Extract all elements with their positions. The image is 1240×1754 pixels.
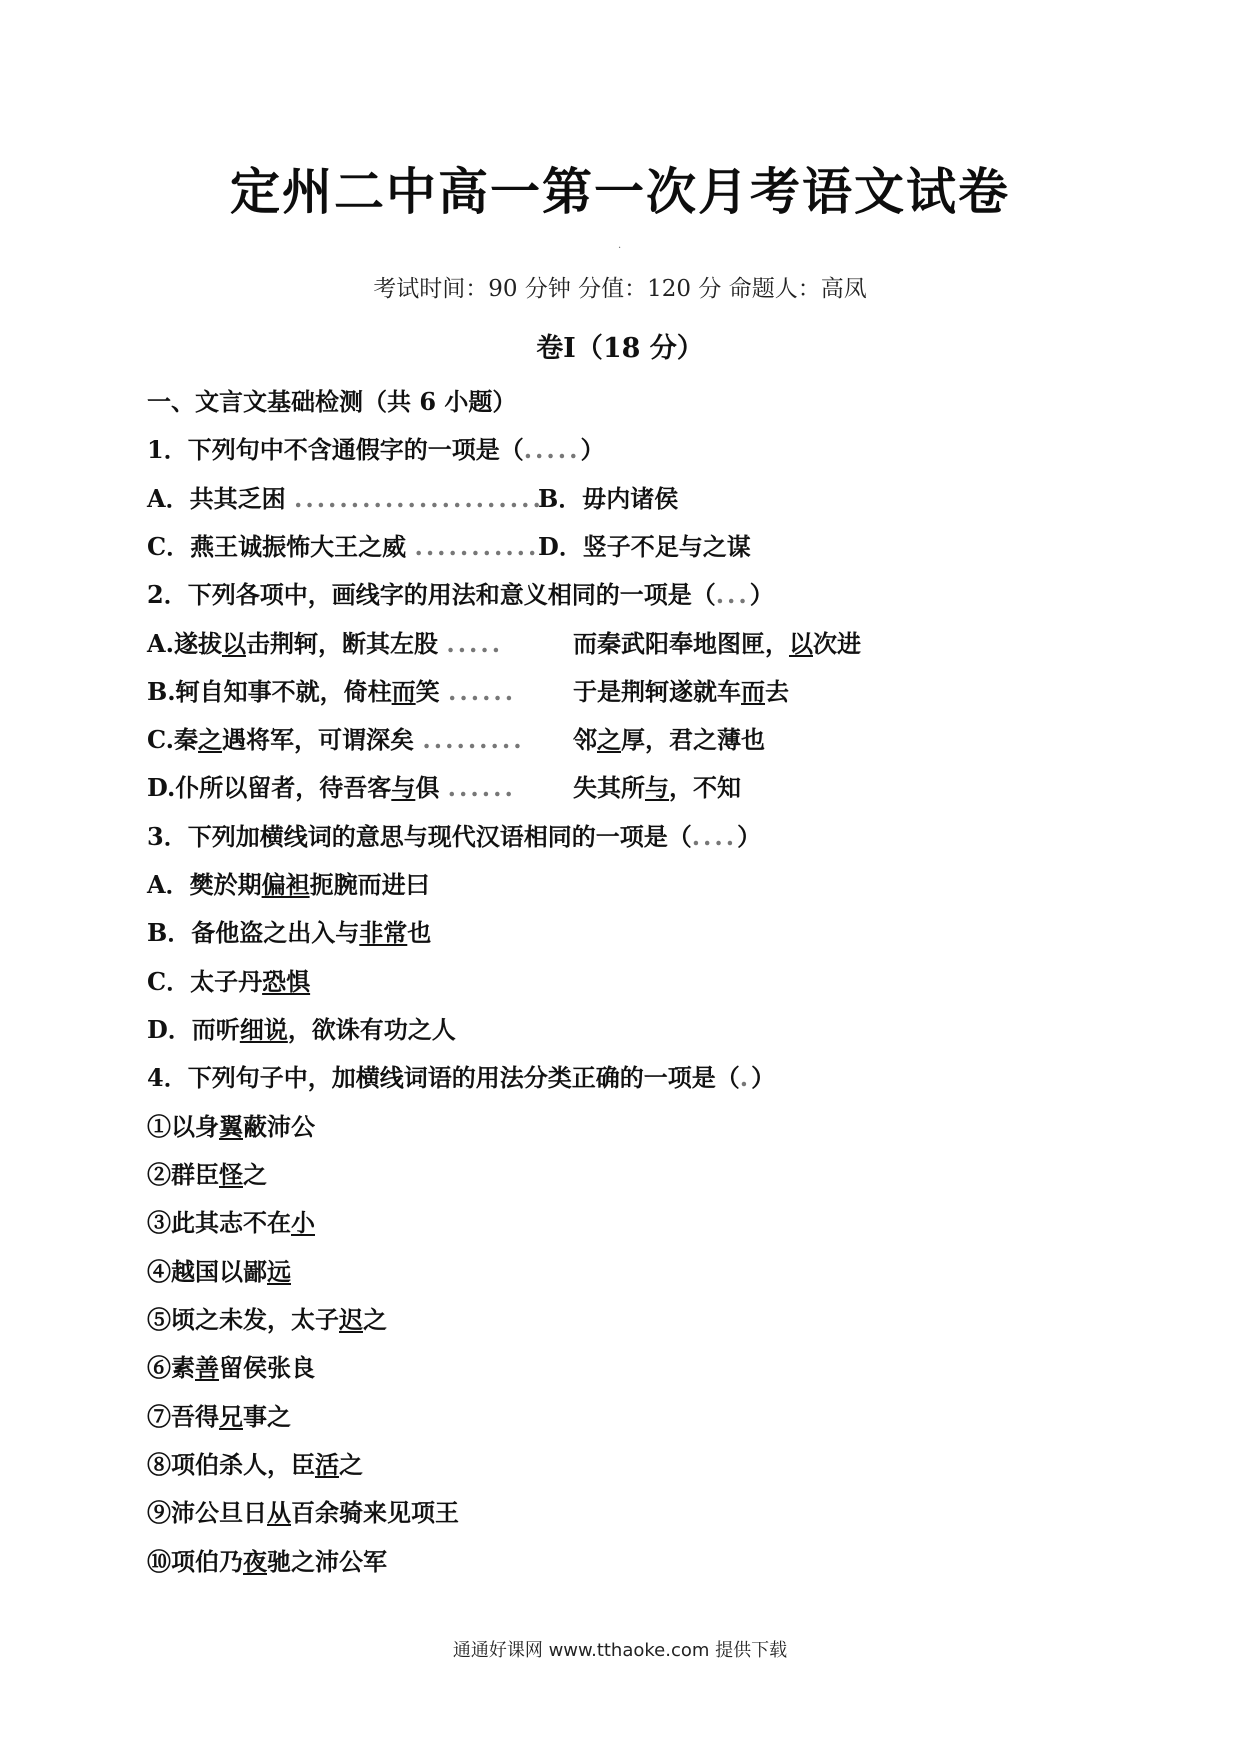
exam-title: 定州二中高一第一次月考语文试卷 [230, 163, 1010, 221]
q4-item: ⑤顷之未发，太子迟之 [147, 1305, 387, 1334]
q3-option-b: B．备他盗之出入与非常也 [147, 918, 432, 947]
question-3-stem: 3．下列加横线词的意思与现代汉语相同的一项是（....） [147, 822, 762, 851]
q4-item: ②群臣怪之 [147, 1160, 267, 1189]
q2-option-b-second: 于是荆轲遂就车而去 [573, 677, 789, 706]
q4-item: ⑥素善留侯张良 [147, 1353, 315, 1382]
q4-item: ⑩项伯乃夜驰之沛公军 [147, 1547, 387, 1576]
q2-option-d: D.仆所以留者，待吾客与俱 ...... [147, 773, 516, 802]
section-heading: 一、文言文基础检测（共 6 小题） [147, 387, 517, 416]
volume-heading: 卷Ⅰ（18 分） [536, 333, 704, 364]
q1-option-c: C．燕王诚振怖大王之威 ........... [147, 532, 540, 561]
exam-meta: 考试时间：90 分钟 分值：120 分 命题人：高凤 [373, 276, 867, 302]
q3-option-c: C．太子丹恐惧 [147, 967, 311, 996]
q3-option-d: D．而听细说，欲诛有功之人 [147, 1015, 456, 1044]
dot-mark: . [618, 240, 622, 251]
q2-option-c: C.秦之遇将军，可谓深矣 ......... [147, 725, 525, 754]
question-2-stem: 2．下列各项中，画线字的用法和意义相同的一项是（...） [147, 580, 774, 609]
question-1-stem: 1．下列句中不含通假字的一项是（.....） [147, 435, 605, 464]
q2-option-c-second: 邻之厚，君之薄也 [573, 725, 765, 754]
question-4-stem: 4．下列句子中，加横线词语的用法分类正确的一项是（.） [147, 1063, 776, 1092]
q4-item: ⑧项伯杀人，臣活之 [147, 1450, 363, 1479]
q2-option-a: A.遂拔以击荆轲，断其左股 ..... [147, 629, 504, 658]
q2-option-a-second: 而秦武阳奉地图匣，以次进 [573, 629, 861, 658]
q1-option-d: D．竖子不足与之谋 [538, 532, 751, 561]
q4-item: ④越国以鄙远 [147, 1257, 291, 1286]
q4-item: ①以身翼蔽沛公 [147, 1112, 315, 1141]
q1-option-a: A．共其乏困 ...................... [147, 484, 544, 513]
q1-option-b: B．毋内诸侯 [538, 484, 679, 513]
q4-item: ⑦吾得兄事之 [147, 1402, 291, 1431]
q3-option-a: A．樊於期偏袒扼腕而进曰 [147, 870, 430, 899]
q2-option-b: B.轲自知事不就，倚柱而笑 ...... [147, 677, 517, 706]
footer-source: 通通好课网 www.tthaoke.com 提供下载 [452, 1640, 788, 1661]
q2-option-d-second: 失其所与，不知 [573, 773, 741, 802]
q4-item: ③此其志不在小 [147, 1208, 315, 1237]
q4-item: ⑨沛公旦日从百余骑来见项王 [147, 1498, 459, 1527]
